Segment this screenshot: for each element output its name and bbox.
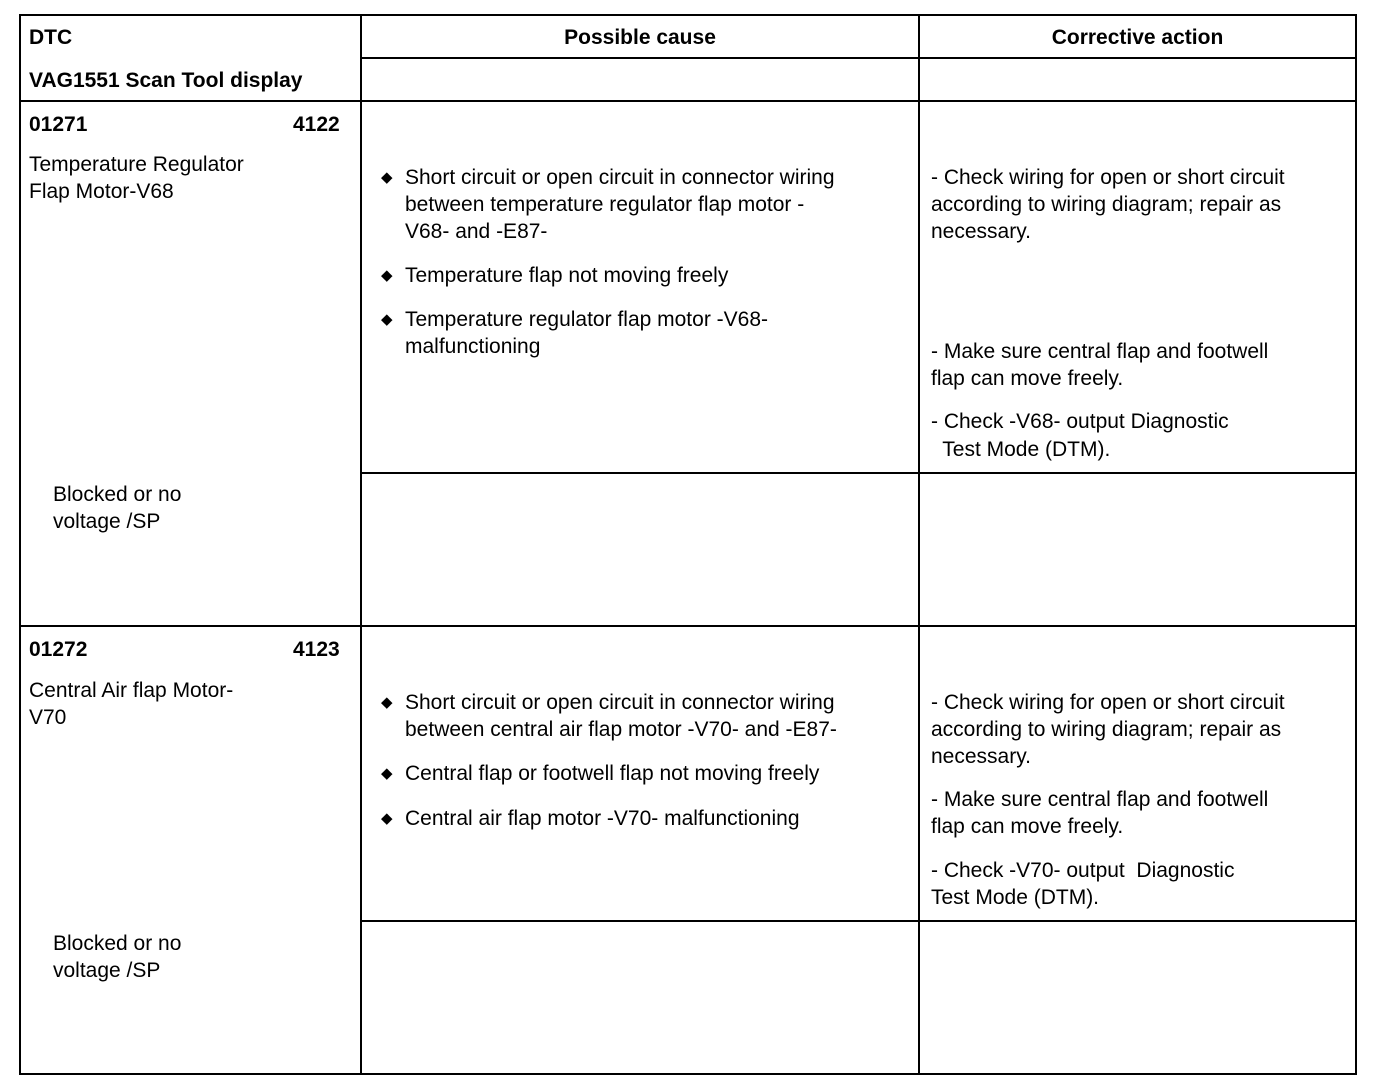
action-line: - Check -V68- output Diagnostic	[931, 410, 1229, 433]
scan-tool-header: VAG1551 Scan Tool display	[29, 69, 303, 92]
fault-condition-line: voltage /SP	[53, 510, 161, 533]
action-line: Test Mode (DTM).	[931, 438, 1111, 461]
dtc-code: 01271	[29, 113, 88, 136]
cause-line: Short circuit or open circuit in connector wiring	[405, 166, 835, 189]
dtc-header: DTC	[29, 26, 73, 49]
cause-line: Central flap or footwell flap not moving freely	[405, 762, 820, 785]
column-divider-2	[918, 14, 920, 1075]
action-line: - Check wiring for open or short circuit	[931, 691, 1285, 714]
dtc-code: 01272	[29, 638, 88, 661]
row1-bottom-border	[19, 625, 1357, 627]
header-bottom-border	[19, 100, 1357, 102]
action-line: according to wiring diagram; repair as	[931, 193, 1282, 216]
component-name-line: Temperature Regulator	[29, 153, 244, 176]
action-line: - Check -V70- output Diagnostic	[931, 859, 1235, 882]
diamond-bullet-icon: ◆	[381, 765, 393, 782]
diamond-bullet-icon: ◆	[381, 810, 393, 827]
action-line: Test Mode (DTM).	[931, 886, 1100, 909]
cause-line: Temperature regulator flap motor -V68-	[405, 308, 768, 331]
action-line: - Check wiring for open or short circuit	[931, 166, 1285, 189]
action-line: - Make sure central flap and footwell	[931, 340, 1269, 363]
table-border-top	[19, 14, 1357, 16]
diamond-bullet-icon: ◆	[381, 169, 393, 186]
component-name-line: V70	[29, 706, 67, 729]
action-line: flap can move freely.	[931, 367, 1124, 390]
row2-divider	[361, 920, 1357, 922]
cause-line: malfunctioning	[405, 335, 541, 358]
action-line: flap can move freely.	[931, 815, 1124, 838]
table-border-bottom	[19, 1073, 1357, 1075]
scan-tool-code: 4123	[293, 638, 340, 661]
cause-line: Central air flap motor -V70- malfunctioning	[405, 807, 800, 830]
fault-condition-line: Blocked or no	[53, 483, 182, 506]
diamond-bullet-icon: ◆	[381, 311, 393, 328]
row1-divider	[361, 472, 1357, 474]
fault-condition-line: Blocked or no	[53, 932, 182, 955]
action-line: - Make sure central flap and footwell	[931, 788, 1269, 811]
cause-line: V68- and -E87-	[405, 220, 548, 243]
action-line: necessary.	[931, 745, 1031, 768]
cause-line: Temperature flap not moving freely	[405, 264, 729, 287]
cause-line: between central air flap motor -V70- and -E87-	[405, 718, 837, 741]
corrective-action-header: Corrective action	[1051, 26, 1224, 49]
cause-line: Short circuit or open circuit in connector wiring	[405, 691, 835, 714]
component-name-line: Central Air flap Motor-	[29, 679, 234, 702]
diamond-bullet-icon: ◆	[381, 267, 393, 284]
table-border-right	[1355, 14, 1357, 1075]
diamond-bullet-icon: ◆	[381, 694, 393, 711]
header-divider	[361, 57, 1357, 59]
fault-condition-line: voltage /SP	[53, 959, 161, 982]
possible-cause-header: Possible cause	[564, 26, 716, 49]
scan-tool-code: 4122	[293, 113, 340, 136]
column-divider-1	[360, 14, 362, 1075]
cause-line: between temperature regulator flap motor -	[405, 193, 805, 216]
action-line: necessary.	[931, 220, 1031, 243]
table-border-left	[19, 14, 21, 1075]
component-name-line: Flap Motor-V68	[29, 180, 174, 203]
action-line: according to wiring diagram; repair as	[931, 718, 1282, 741]
